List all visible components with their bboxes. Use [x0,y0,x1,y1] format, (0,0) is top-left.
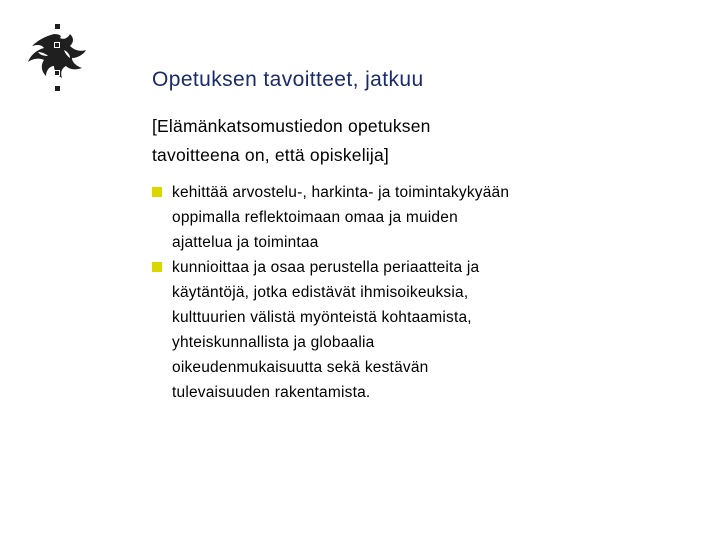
bullet-item [152,255,692,405]
bullet-item [152,180,692,255]
intro-line: tavoitteena on, että opiskelija] [152,145,389,165]
bullet-line: kulttuurien välistä myönteistä kohtaamista, [172,309,472,326]
slide-content [152,112,692,405]
bullet-line: tulevaisuuden rakentamista. [172,384,371,401]
slide-title: Opetuksen tavoitteet, jatkuu [152,68,424,91]
bullet-line: yhteiskunnallista ja globaalia [172,334,375,351]
intro-text [152,112,692,170]
bullet-line: oikeudenmukaisuutta sekä kestävän [172,359,429,376]
bullet-line: kehittää arvostelu-, harkinta- ja toimintakykyään [172,184,510,201]
university-flame-logo [24,22,90,96]
intro-line: [Elämänkatsomustiedon opetuksen [152,116,431,136]
bullet-line: oppimalla reflektoimaan omaa ja muiden [172,209,458,226]
bullet-line: kunnioittaa ja osaa perustella periaatteita ja [172,259,480,276]
bullet-line: käytäntöjä, jotka edistävät ihmisoikeuksia, [172,284,469,301]
square-bullet-icon [152,262,162,272]
bullet-line: ajattelua ja toimintaa [172,234,319,251]
square-bullet-icon [152,187,162,197]
bullet-list [152,180,692,405]
